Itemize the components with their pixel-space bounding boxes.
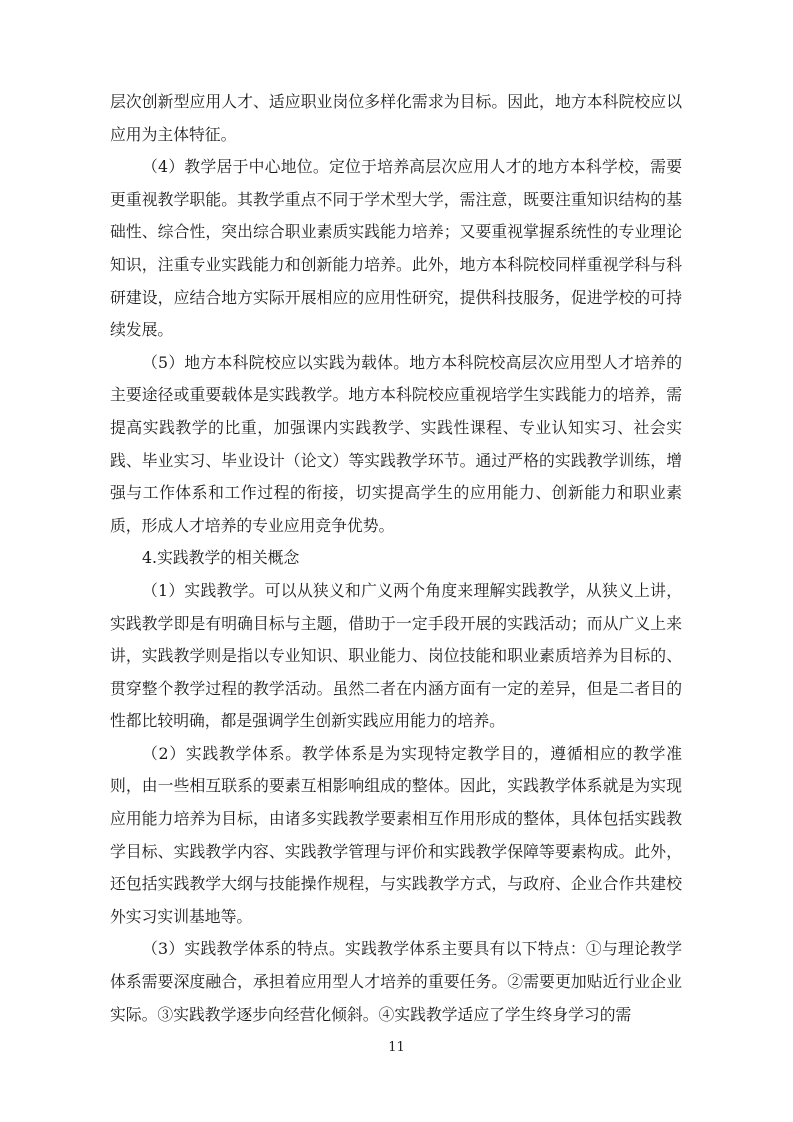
paragraph-concept-1: （1）实践教学。可以从狭义和广义两个角度来理解实践教学，从狭义上讲，实践教学即是有明确目标与主题，借助于一定手段开展的实践活动；而从广义上来讲，实践教学则是指以专业知识、职业能力、岗位技能和职业素质培养为目标的、贯穿整个教学过程的教学活动。虽然二者在内涵方面有一定的差异，但是二者目的性都比较明确，都是强调学生创新实践应用能力的培养。 xyxy=(110,580,682,731)
paragraph-item-5: （5）地方本科院校应以实践为载体。地方本科院校高层次应用型人才培养的主要途径或重要载体是实践教学。地方本科院校应重视培学生实践能力的培养，需提高实践教学的比重，加强课内实践教学、实践性课程、专业认知实习、社会实践、毕业实习、毕业设计（论文）等实践教学环节。通过严格的实践教学训练，增强与工作体系和工作过程的衔接，切实提高学生的应用能力、创新能力和职业素质，形成人才培养的专业应用竞争优势。 xyxy=(110,352,682,535)
page-number: 11 xyxy=(388,1040,405,1055)
paragraph-continuation: 层次创新型应用人才、适应职业岗位多样化需求为目标。因此，地方本科院校应以应用为主体特征。 xyxy=(110,92,682,144)
paragraph-concept-2: （2）实践教学体系。教学体系是为实现特定教学目的，遵循相应的教学准则，由一些相互联系的要素互相影响组成的整体。因此，实践教学体系就是为实现应用能力培养为目标，由诸多实践教学要素相互作用形成的整体，具体包括实践教学目标、实践教学内容、实践教学管理与评价和实践教学保障等要素构成。此外，还包括实践教学大纲与技能操作规程，与实践教学方式，与政府、企业合作共建校外实习实训基地等。 xyxy=(110,743,682,926)
paragraph-concept-3: （3）实践教学体系的特点。实践教学体系主要具有以下特点：①与理论教学体系需要深度融合，承担着应用型人才培养的重要任务。②需要更加贴近行业企业实际。③实践教学逐步向经营化倾斜。④实践教学适应了学生终身学习的需 xyxy=(110,939,682,1024)
section-heading: 4.实践教学的相关概念 xyxy=(142,548,300,568)
paragraph-item-4: （4）教学居于中心地位。定位于培养高层次应用人才的地方本科学校，需要更重视教学职能。其教学重点不同于学术型大学，需注意，既要注重知识结构的基础性、综合性，突出综合职业素质实践能力培养；又要重视掌握系统性的专业理论知识，注重专业实践能力和创新能力培养。此外，地方本科院校同样重视学科与科研建设，应结合地方实际开展相应的应用性研究，提供科技服务，促进学校的可持续发展。 xyxy=(110,157,682,340)
body-text xyxy=(110,86,682,1031)
